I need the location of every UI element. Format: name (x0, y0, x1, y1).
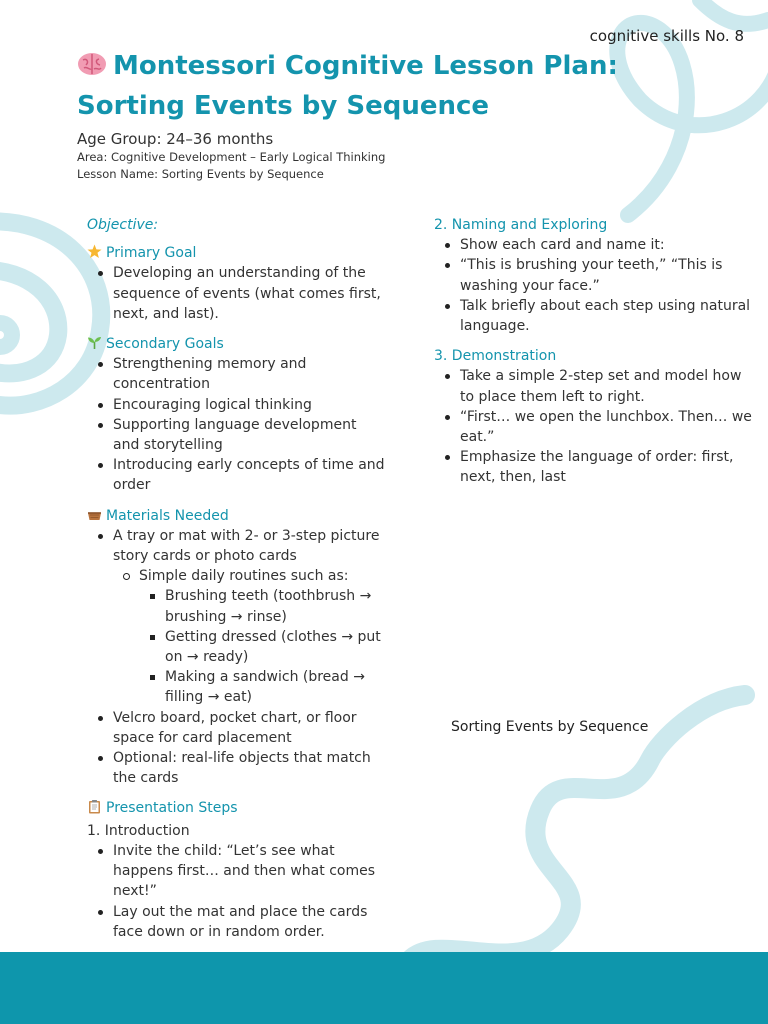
list-item: Developing an understanding of the sequence of events (what comes first, next, and last). (87, 263, 387, 324)
routines-list (139, 586, 387, 707)
page-title (77, 46, 637, 126)
secondary-goals-list (87, 354, 387, 495)
right-column (434, 215, 754, 488)
image-caption: Sorting Events by Sequence (451, 719, 649, 735)
step-1-heading: 1. Introduction (87, 822, 190, 839)
lesson-name: Lesson Name: Sorting Events by Sequence (77, 167, 324, 181)
materials-heading: Materials Needed (87, 506, 387, 526)
list-item: “First… we open the lunchbox. Then… we eat.” (434, 407, 754, 447)
footer-bar (0, 952, 768, 1024)
list-item: Getting dressed (clothes → put on → ready) (139, 627, 387, 667)
sprout-icon (87, 335, 102, 350)
primary-goal-heading: Primary Goal (87, 243, 387, 263)
lesson-meta (77, 129, 385, 183)
left-column (87, 215, 387, 942)
step-1-list (87, 841, 387, 942)
materials-list (87, 526, 387, 789)
list-item: Lay out the mat and place the cards face down or in random order. (87, 902, 387, 942)
secondary-goals-heading: Secondary Goals (87, 334, 387, 354)
primary-goal-list (87, 263, 387, 324)
clipboard-icon (87, 799, 102, 814)
list-item: Strengthening memory and concentration (87, 354, 387, 394)
list-item: Show each card and name it: (434, 235, 754, 255)
list-item: Introducing early concepts of time and order (87, 455, 387, 495)
list-item: Simple daily routines such as: Brushing teeth (toothbrush → brushing → rinse) Getting dressed (clothes → put on → ready) Making a sandwich (bread → filling → eat) (113, 566, 387, 707)
materials-sublist (113, 566, 387, 707)
list-item: Talk briefly about each step using natural language. (434, 296, 754, 336)
age-group: Age Group: 24–36 months (77, 130, 274, 148)
left-spiral-inner (0, 270, 58, 374)
list-item: Optional: real-life objects that match the cards (87, 748, 387, 788)
lesson-tag: cognitive skills No. 8 (589, 27, 744, 45)
list-item: A tray or mat with 2- or 3-step picture story cards or photo cards Simple daily routines such as: Brushing teeth (toothbrush → brushing → rinse) Getting dressed (clothes → put on → ready) Making a sandwich (bread → filling → eat) (87, 526, 387, 708)
title-line-2: Sorting Events by Sequence (77, 91, 490, 121)
basket-icon (87, 507, 102, 522)
list-item: “This is brushing your teeth,” “This is washing your face.” (434, 255, 754, 295)
top-right-loop (617, 23, 768, 215)
presentation-heading: Presentation Steps (87, 798, 387, 818)
step-2-list (434, 235, 754, 336)
title-line-1: Montessori Cognitive Lesson Plan: (113, 51, 618, 81)
step-3-list (434, 366, 754, 487)
objective-heading: Objective: (87, 217, 159, 233)
list-item: Brushing teeth (toothbrush → brushing → rinse) (139, 586, 387, 626)
top-right-tail (700, 0, 768, 24)
area-text: Area: Cognitive Development – Early Logical Thinking (77, 150, 386, 164)
left-spiral-core (0, 323, 12, 347)
list-item: Supporting language development and storytelling (87, 415, 387, 455)
step-3-heading: 3. Demonstration (434, 348, 557, 365)
list-item: Velcro board, pocket chart, or floor space for card placement (87, 708, 387, 748)
brain-icon (77, 48, 107, 72)
list-item: Invite the child: “Let’s see what happens first… and then what comes next!” (87, 841, 387, 902)
star-icon (87, 244, 102, 259)
list-item: Emphasize the language of order: first, next, then, last (434, 447, 754, 487)
step-2-heading: 2. Naming and Exploring (434, 217, 608, 233)
list-item: Making a sandwich (bread → filling → eat) (139, 667, 387, 707)
list-item: Take a simple 2-step set and model how to place them left to right. (434, 366, 754, 406)
list-item: Encouraging logical thinking (87, 395, 387, 415)
